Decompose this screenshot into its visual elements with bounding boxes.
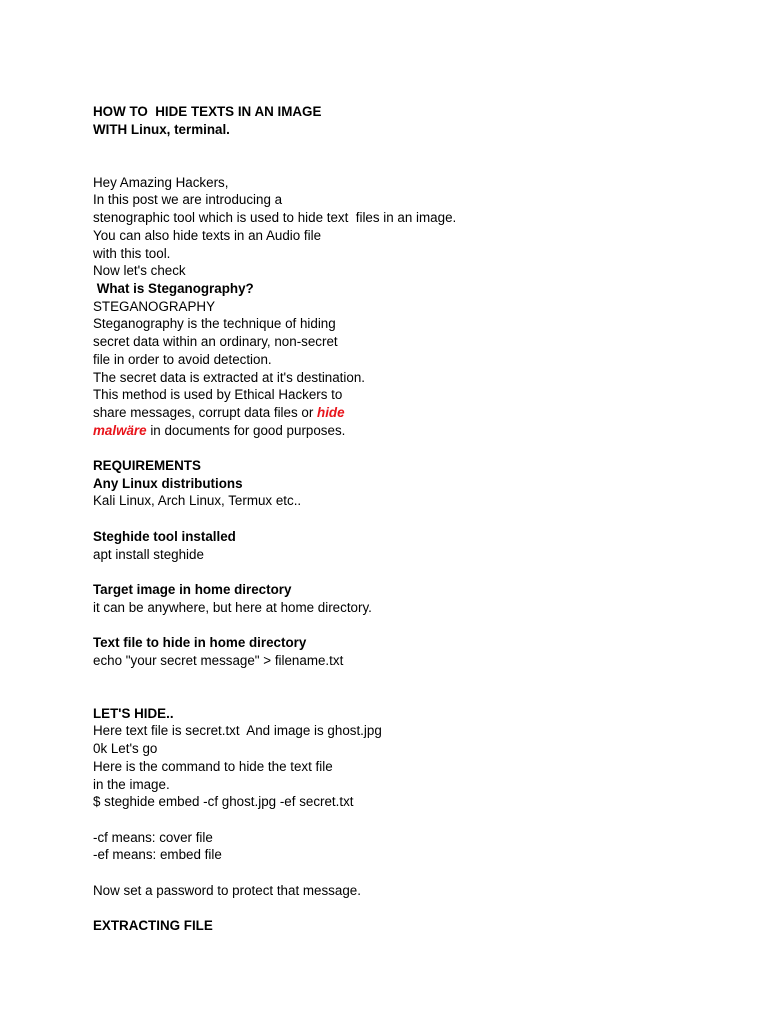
- requirement-title: Target image in home directory: [93, 581, 292, 597]
- spacer: [93, 563, 733, 581]
- spacer: [93, 864, 733, 882]
- password-line: Now set a password to protect that message.: [93, 882, 361, 898]
- requirement-text: Kali Linux, Arch Linux, Termux etc..: [93, 493, 302, 509]
- hide-line: in the image.: [93, 776, 170, 792]
- requirement-text: echo "your secret message" > filename.txt: [93, 652, 344, 668]
- spacer: [93, 687, 733, 705]
- intro-line: with this tool.: [93, 245, 171, 261]
- command-line: $ steghide embed -cf ghost.jpg -ef secret.txt: [93, 794, 354, 810]
- definition-text: share messages, corrupt data files or: [93, 404, 318, 420]
- highlight-malware: malwäre: [93, 422, 147, 438]
- requirement-text: apt install steghide: [93, 546, 204, 562]
- requirement-title: Text file to hide in home directory: [93, 635, 307, 650]
- requirement-title: Steghide tool installed: [93, 528, 236, 544]
- document-page: [93, 103, 733, 935]
- requirements-heading: REQUIREMENTS: [93, 458, 201, 474]
- definition-line: [93, 404, 733, 422]
- what-is-heading: What is Steganography?: [93, 281, 254, 296]
- highlight-hide: hide: [317, 404, 345, 420]
- steganography-caps: STEGANOGRAPHY: [93, 298, 216, 314]
- definition-text: in documents for good purposes.: [146, 422, 346, 438]
- option-ef: -ef means: embed file: [93, 847, 222, 863]
- option-cf: -cf means: cover file: [93, 829, 213, 845]
- extracting-heading: EXTRACTING FILE: [93, 918, 213, 934]
- greeting: Hey Amazing Hackers,: [93, 174, 229, 190]
- spacer: [93, 510, 733, 528]
- intro-line: You can also hide texts in an Audio file: [93, 227, 322, 243]
- spacer: [93, 439, 733, 457]
- definition-line: [93, 422, 733, 440]
- spacer: [93, 156, 733, 174]
- doc-title-line-2: WITH Linux, terminal.: [93, 121, 230, 137]
- spacer: [93, 811, 733, 829]
- definition-line: file in order to avoid detection.: [93, 351, 272, 367]
- spacer: [93, 669, 733, 687]
- intro-line: stenographic tool which is used to hide text files in an image.: [93, 210, 457, 226]
- definition-line: Steganography is the technique of hiding: [93, 316, 336, 332]
- hide-line: Here is the command to hide the text file: [93, 758, 333, 774]
- intro-line: In this post we are introducing a: [93, 192, 283, 208]
- spacer: [93, 138, 733, 156]
- intro-line: Now let's check: [93, 263, 186, 279]
- hide-line: 0k Let's go: [93, 741, 158, 757]
- doc-title-line-1: HOW TO HIDE TEXTS IN AN IMAGE: [93, 104, 322, 119]
- definition-line: This method is used by Ethical Hackers to: [93, 387, 343, 403]
- spacer: [93, 899, 733, 917]
- definition-line: The secret data is extracted at it's destination.: [93, 369, 365, 385]
- requirement-text: it can be anywhere, but here at home directory.: [93, 599, 372, 615]
- hide-heading: LET'S HIDE..: [93, 705, 174, 721]
- spacer: [93, 616, 733, 634]
- definition-line: secret data within an ordinary, non-secret: [93, 334, 338, 350]
- hide-line: Here text file is secret.txt And image is ghost.jpg: [93, 723, 382, 739]
- requirement-title: Any Linux distributions: [93, 475, 243, 491]
